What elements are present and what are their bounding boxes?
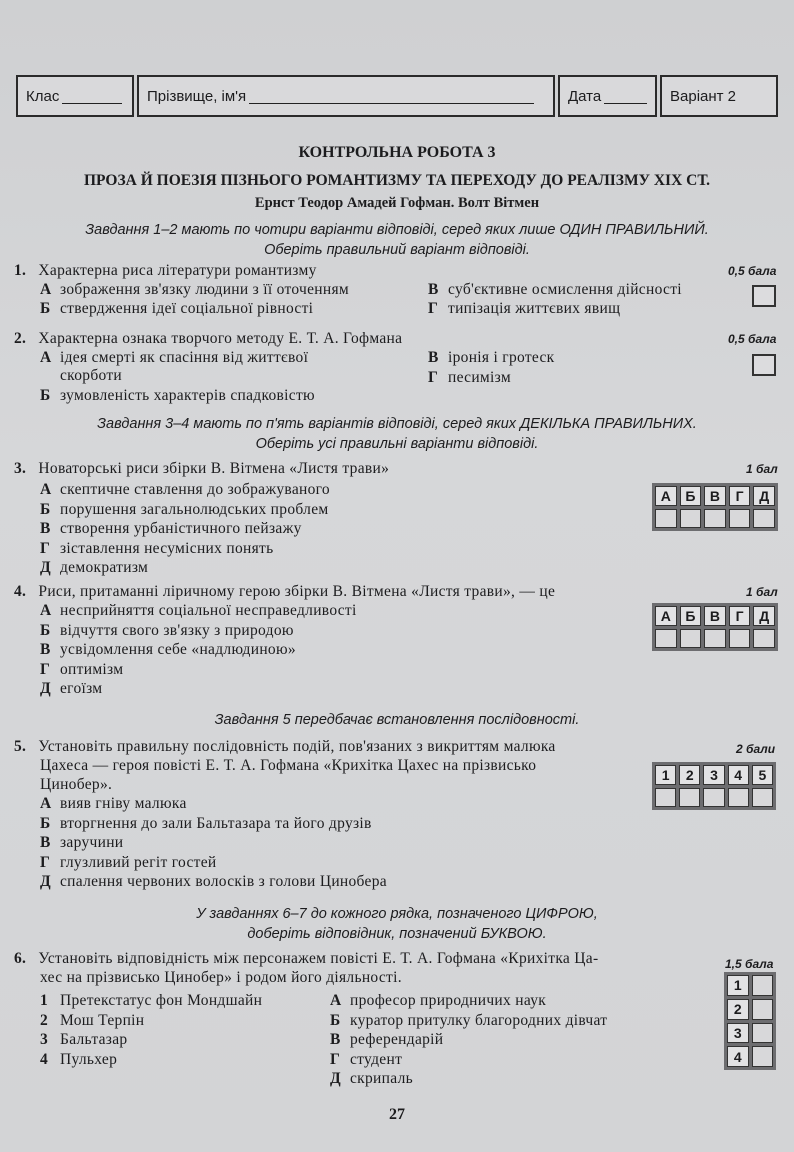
question-3-number: 3. (14, 460, 27, 477)
q6-grid-row-label: 4 (727, 1046, 749, 1067)
question-1-text: Характерна риса літератури романтизму (38, 262, 317, 279)
question-3-text: Новаторські риси збірки В. Вітмена «Листя трави» (38, 460, 390, 477)
q6-grid-row-label: 3 (727, 1023, 749, 1044)
q6-occupation-option-letter: В (330, 1031, 341, 1048)
q3-grid-header-cell: Б (680, 486, 702, 506)
q6-character-option-letter: 3 (40, 1031, 49, 1048)
q4-option-text: усвідомлення себе «надлюдиною» (60, 641, 296, 658)
q6-grid-row-label: 1 (727, 975, 749, 996)
question-6-answer-grid (724, 972, 776, 1070)
instruction-1-line-1: Завдання 1–2 мають по чотири варіанти відповіді, серед яких лише ОДИН ПРАВИЛЬНИЙ. (85, 222, 709, 238)
q5-option-3 (40, 834, 123, 852)
q5-option-4 (40, 854, 216, 872)
name-line (249, 89, 534, 104)
q6-occupation-option-1 (330, 992, 546, 1010)
question-2-answer-box[interactable] (752, 354, 776, 376)
instruction-2-line-1: Завдання 3–4 мають по п'ять варіантів відповіді, серед яких ДЕКІЛЬКА ПРАВИЛЬНИХ. (97, 416, 697, 432)
q3-option-letter: Г (40, 539, 51, 557)
question-2-text: Характерна ознака творчого методу Е. Т. А. Гофмана (38, 330, 403, 347)
name-field[interactable] (137, 75, 555, 117)
q6-character-option-text: Претекстатус фон Мондшайн (60, 992, 263, 1009)
header-fields (16, 75, 778, 117)
question-5-number: 5. (14, 738, 27, 755)
date-line (604, 89, 647, 104)
q3-option-text: створення урбаністичного пейзажу (60, 520, 302, 537)
question-3-answer-grid (652, 483, 778, 531)
q6-occupation-option-5 (330, 1070, 413, 1088)
class-line (62, 89, 122, 104)
q4-grid-header-cell: Б (680, 606, 702, 626)
q4-option-5 (40, 680, 102, 698)
q6-character-option-1 (40, 992, 262, 1010)
q6-occupation-option-text: професор природничих наук (350, 992, 547, 1009)
q3-option-text: скептичне ставлення до зображуваного (60, 481, 330, 498)
q6-occupation-option-letter: А (330, 992, 342, 1009)
q6-character-option-4 (40, 1051, 117, 1069)
q3-option-letter: В (40, 520, 51, 537)
q2-option-a: А ідея смерті як спасіння від життєвої (40, 349, 309, 366)
class-field[interactable] (16, 75, 134, 117)
q5-grid-answer-cell[interactable] (655, 788, 676, 808)
q1-option-g: Г типізація життєвих явищ (428, 300, 621, 317)
q3-option-1 (40, 481, 330, 499)
q6-character-option-letter: 1 (40, 992, 49, 1009)
question-1 (14, 262, 317, 280)
q3-option-text: порушення загальнолюдських проблем (60, 500, 329, 518)
question-5-line-2: Цахеса — героя повісті Е. Т. А. Гофмана «Крихітка Цахес на прізвисько (40, 757, 537, 774)
q6-occupation-option-letter: Б (330, 1011, 341, 1029)
question-2-points: 0,5 бала (728, 332, 777, 346)
name-label: Прізвище, ім'я (147, 87, 247, 105)
q5-option-letter: А (40, 795, 52, 812)
q2-option-a-continued: скорботи (60, 367, 123, 384)
q6-occupation-option-letter: Г (330, 1050, 341, 1068)
page-number: 27 (389, 1106, 405, 1123)
q5-grid-header-cell: 4 (728, 765, 749, 785)
question-5 (14, 738, 556, 756)
q4-option-1 (40, 602, 357, 620)
q6-grid-row-label: 2 (727, 999, 749, 1020)
q3-grid-answer-cell[interactable] (680, 509, 702, 529)
q4-grid-header-cell: Д (753, 606, 775, 626)
q6-grid-answer-cell[interactable] (752, 975, 774, 996)
q4-option-letter: Б (40, 621, 51, 639)
q5-grid-header-cell: 2 (679, 765, 700, 785)
variant-cell (660, 75, 778, 117)
q2-option-g: Г песимізм (428, 369, 511, 386)
question-4-number: 4. (14, 583, 27, 600)
q4-grid-answer-cell[interactable] (729, 629, 751, 649)
q3-option-3 (40, 520, 302, 538)
q4-option-2 (40, 622, 294, 640)
q6-character-option-text: Мош Терпін (60, 1011, 145, 1029)
q5-grid-answer-cell[interactable] (728, 788, 749, 808)
q5-option-text: вияв гніву малюка (60, 795, 187, 812)
q3-grid-header-cell: Г (729, 486, 751, 506)
q5-option-letter: В (40, 834, 51, 851)
q5-option-text: вторгнення до зали Бальтазара та його друзів (60, 814, 372, 832)
variant-label: Варіант 2 (670, 87, 737, 105)
q6-occupation-option-letter: Д (330, 1070, 341, 1087)
q3-option-2 (40, 501, 329, 519)
question-3 (14, 460, 389, 478)
q5-grid-answer-cell[interactable] (703, 788, 724, 808)
question-4-points: 1 бал (746, 585, 778, 599)
q5-grid-answer-cell[interactable] (752, 788, 773, 808)
question-5-points: 2 бали (736, 742, 776, 756)
q3-option-4 (40, 540, 273, 558)
test-title: КОНТРОЛЬНА РОБОТА 3 (298, 144, 496, 161)
q5-option-text: заручини (60, 834, 124, 851)
q1-option-v: В суб'єктивне осмислення дійсності (428, 281, 682, 298)
q5-grid-answer-cell[interactable] (679, 788, 700, 808)
q5-option-text: глузливий регіт гостей (60, 853, 217, 871)
q4-option-text: несприйняття соціальної несправедливості (60, 602, 357, 619)
q4-option-4 (40, 661, 123, 679)
question-1-points: 0,5 бала (728, 264, 777, 278)
question-3-points: 1 бал (746, 462, 778, 476)
q3-grid-answer-cell[interactable] (655, 509, 677, 529)
question-2-number: 2. (14, 330, 27, 347)
q3-option-letter: А (40, 481, 52, 498)
q6-occupation-option-text: куратор притулку благородних дівчат (350, 1011, 608, 1029)
q4-grid-header-cell: Г (729, 606, 751, 626)
instruction-4-line-2: доберіть відповідник, позначений БУКВОЮ. (247, 926, 547, 942)
question-6-number: 6. (14, 950, 27, 967)
q6-occupation-option-2 (330, 1012, 607, 1030)
question-1-number: 1. (14, 262, 27, 279)
q4-option-text: егоїзм (60, 680, 103, 697)
q3-option-text: демократизм (60, 559, 149, 576)
q6-character-option-3 (40, 1031, 127, 1049)
q4-option-letter: В (40, 641, 51, 658)
q4-option-3 (40, 641, 296, 659)
q3-grid-answer-cell[interactable] (753, 509, 775, 529)
question-6-line-2: хес на прізвисько Цинобер» і родом його діяльності. (40, 969, 402, 986)
question-6-points: 1,5 бала (725, 957, 774, 971)
q4-option-letter: Г (40, 660, 51, 678)
instruction-2-line-2: Оберіть усі правильні варіанти відповіді. (255, 436, 539, 452)
q6-character-option-text: Пульхер (60, 1050, 118, 1068)
q4-option-letter: Д (40, 680, 51, 697)
question-6-line-1: Установіть відповідність між персонажем повісті Е. Т. А. Гофмана «Крихітка Ца- (38, 950, 599, 967)
q5-grid-header-cell: 1 (655, 765, 676, 785)
q1-option-a: А зображення зв'язку людини з її оточенням (40, 281, 350, 298)
q1-option-b: Б ствердження ідеї соціальної рівності (40, 300, 314, 317)
q5-option-text: спалення червоних волосків з голови Цинобера (60, 873, 387, 890)
q4-grid-answer-cell[interactable] (680, 629, 702, 649)
q6-occupation-option-text: скрипаль (350, 1070, 413, 1087)
q6-occupation-option-4 (330, 1051, 402, 1069)
q4-option-text: відчуття свого зв'язку з природою (60, 621, 294, 639)
q6-grid-answer-cell[interactable] (752, 1046, 774, 1067)
q4-option-text: оптимізм (60, 660, 124, 678)
q6-character-option-letter: 4 (40, 1050, 49, 1068)
q4-grid-header-cell: В (704, 606, 726, 626)
class-label: Клас (26, 87, 60, 105)
q3-option-5 (40, 559, 148, 577)
q3-option-text: зіставлення несумісних понять (60, 539, 274, 557)
q5-option-letter: Д (40, 873, 51, 890)
q3-grid-answer-cell[interactable] (704, 509, 726, 529)
q6-character-option-2 (40, 1012, 144, 1030)
question-4 (14, 583, 555, 601)
question-4-answer-grid (652, 603, 778, 651)
question-5-answer-grid (652, 762, 776, 810)
date-label: Дата (568, 87, 602, 105)
q4-grid-header-cell: А (655, 606, 677, 626)
q3-option-letter: Б (40, 500, 51, 518)
q6-character-option-text: Бальтазар (60, 1031, 128, 1048)
question-5-line-3: Цинобер». (40, 776, 113, 793)
q4-grid-answer-cell[interactable] (655, 629, 677, 649)
question-1-answer-box[interactable] (752, 285, 776, 307)
q2-option-v: В іронія і гротеск (428, 349, 555, 366)
q3-grid-header-cell: А (655, 486, 677, 506)
q6-character-option-letter: 2 (40, 1011, 49, 1029)
q5-grid-header-cell: 3 (703, 765, 724, 785)
q5-option-2 (40, 815, 372, 833)
authors-subtitle: Ернст Теодор Амадей Гофман. Волт Вітмен (254, 195, 540, 211)
topic-title: ПРОЗА Й ПОЕЗІЯ ПІЗНЬОГО РОМАНТИЗМУ ТА ПЕРЕХОДУ ДО РЕАЛІЗМУ XIX СТ. (83, 172, 711, 189)
q4-grid-answer-cell[interactable] (753, 629, 775, 649)
q5-option-1 (40, 795, 187, 813)
question-2 (14, 330, 402, 348)
instruction-1-line-2: Оберіть правильний варіант відповіді. (264, 242, 530, 258)
question-6 (14, 950, 598, 968)
q4-option-letter: А (40, 602, 52, 619)
q5-option-5 (40, 873, 387, 891)
q4-grid-answer-cell[interactable] (704, 629, 726, 649)
q5-grid-header-cell: 5 (752, 765, 773, 785)
q6-grid-answer-cell[interactable] (752, 1023, 774, 1044)
q5-option-letter: Г (40, 853, 51, 871)
q6-occupation-option-text: студент (350, 1050, 403, 1068)
q6-grid-answer-cell[interactable] (752, 999, 774, 1020)
question-5-line-1: Установіть правильну послідовність подій, пов'язаних з викриттям малюка (38, 738, 556, 755)
instruction-3: Завдання 5 передбачає встановлення послідовності. (214, 712, 580, 728)
instruction-4-line-1: У завданнях 6–7 до кожного рядка, позначеного ЦИФРОЮ, (196, 906, 598, 922)
date-field[interactable] (558, 75, 657, 117)
q3-grid-header-cell: В (704, 486, 726, 506)
q3-grid-answer-cell[interactable] (729, 509, 751, 529)
q6-occupation-option-3 (330, 1031, 443, 1049)
q6-occupation-option-text: референдарій (350, 1031, 444, 1048)
question-4-text: Риси, притаманні ліричному герою збірки В. Вітмена «Листя трави», — це (38, 583, 556, 600)
q3-grid-header-cell: Д (753, 486, 775, 506)
q2-option-b: Б зумовленість характерів спадковістю (40, 387, 315, 404)
q3-option-letter: Д (40, 559, 51, 576)
q5-option-letter: Б (40, 814, 51, 832)
